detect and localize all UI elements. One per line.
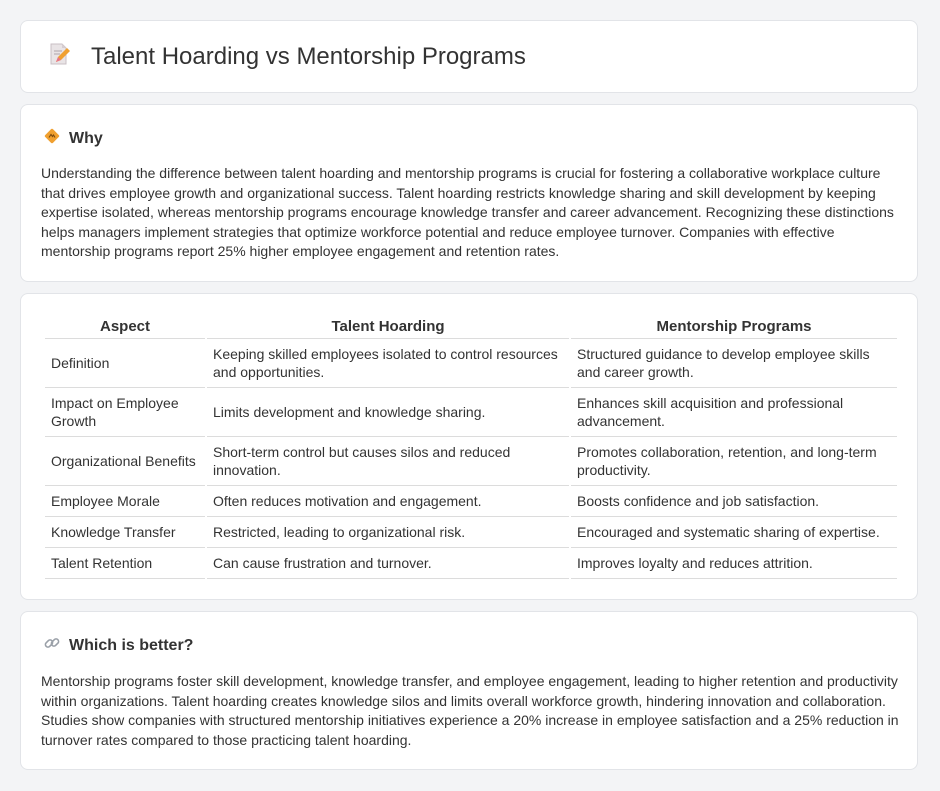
- aspect-cell: Talent Retention: [45, 548, 205, 579]
- comparison-table: [43, 314, 899, 579]
- aspect-cell: Impact on Employee Growth: [45, 388, 205, 437]
- better-heading: Which is better?: [69, 636, 194, 654]
- document-pen-icon: [47, 42, 71, 71]
- why-card: [20, 104, 918, 282]
- header-aspect: Aspect: [45, 314, 205, 339]
- title-card: [20, 20, 918, 93]
- table-row: [45, 486, 897, 517]
- aspect-cell: Knowledge Transfer: [45, 517, 205, 548]
- comparison-card: [20, 293, 918, 600]
- hoarding-cell: Often reduces motivation and engagement.: [207, 486, 569, 517]
- better-card: [20, 611, 918, 770]
- table-row: [45, 437, 897, 486]
- mentorship-cell: Improves loyalty and reduces attrition.: [571, 548, 897, 579]
- hoarding-cell: Short-term control but causes silos and reduced innovation.: [207, 437, 569, 486]
- mentorship-cell: Encouraged and systematic sharing of expertise.: [571, 517, 897, 548]
- mentorship-cell: Enhances skill acquisition and professional advancement.: [571, 388, 897, 437]
- mentorship-cell: Promotes collaboration, retention, and long-term productivity.: [571, 437, 897, 486]
- table-row: [45, 517, 897, 548]
- hoarding-cell: Restricted, leading to organizational risk.: [207, 517, 569, 548]
- mentorship-cell: Boosts confidence and job satisfaction.: [571, 486, 897, 517]
- why-text: Understanding the difference between talent hoarding and mentorship programs is crucial for fostering a collaborative workplace culture that drives employee growth and organizational success. Talent hoarding restricts knowledge sharing and skill development by keeping expertise isolated, whereas mentorship programs encourage knowledge transfer and career advancement. Recognizing these distinctions helps managers implement strategies that optimize workforce potential and reduce employee turnover. Companies with effective mentorship programs report 25% higher employee engagement and retention rates.: [41, 165, 894, 259]
- hoarding-cell: Can cause frustration and turnover.: [207, 548, 569, 579]
- title-row: [47, 42, 526, 71]
- hoarding-cell: Keeping skilled employees isolated to control resources and opportunities.: [207, 339, 569, 388]
- header-talent-hoarding: Talent Hoarding: [207, 314, 569, 339]
- link-icon: [43, 634, 61, 657]
- page-title: Talent Hoarding vs Mentorship Programs: [91, 42, 526, 70]
- aspect-cell: Employee Morale: [45, 486, 205, 517]
- diamond-sign-icon: [43, 127, 61, 150]
- table-row: [45, 339, 897, 388]
- better-text: Mentorship programs foster skill development, knowledge transfer, and employee engagement, leading to higher retention and productivity within organizations. Talent hoarding creates knowledge silos and limits overall workforce growth, hindering innovation and collaboration. Studies show companies with structured mentorship initiatives experience a 20% increase in employee satisfaction and a 25% reduction in turnover rates compared to those practicing talent hoarding.: [41, 673, 899, 748]
- hoarding-cell: Limits development and knowledge sharing.: [207, 388, 569, 437]
- table-row: [45, 548, 897, 579]
- mentorship-cell: Structured guidance to develop employee skills and career growth.: [571, 339, 897, 388]
- why-header: [43, 127, 103, 150]
- aspect-cell: Organizational Benefits: [45, 437, 205, 486]
- better-header: [43, 634, 193, 657]
- table-header-row: [45, 314, 897, 339]
- table-row: [45, 388, 897, 437]
- aspect-cell: Definition: [45, 339, 205, 388]
- header-mentorship-programs: Mentorship Programs: [571, 314, 897, 339]
- why-heading: Why: [69, 129, 103, 147]
